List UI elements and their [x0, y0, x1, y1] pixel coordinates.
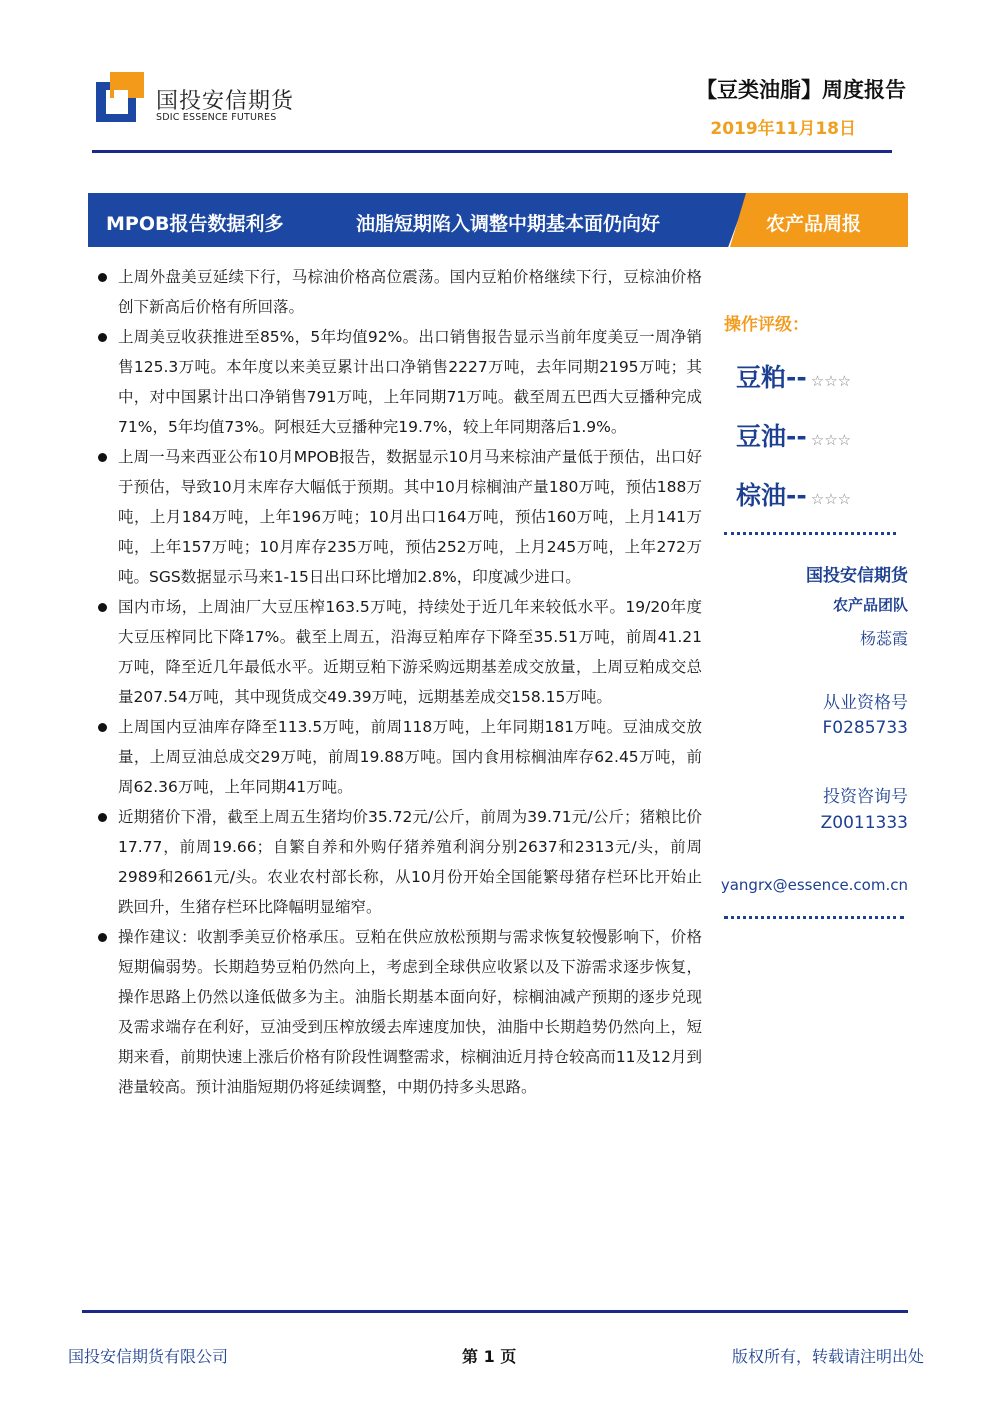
analyst-email[interactable]: yangrx@essence.com.cn: [720, 876, 908, 894]
bullet-text: 近期猪价下滑，截至上周五生猪均价35.72元/公斤，前周为39.71元/公斤；猪粮比价17.77，前周19.66；自繁自养和外购仔猪养殖利润分别2637和2313元/头，前周2989和2661元/头。农业农村部长称，从10月份开始全国能繁母猪存栏环比开始止跌回升，生猪存栏环比降幅明显缩窄。: [118, 808, 702, 916]
rating-name: 豆油--: [736, 422, 807, 451]
footer-company: 国投安信期货有限公司: [68, 1347, 229, 1366]
footer-copyright: 版权所有，转载请注明出处: [731, 1347, 924, 1366]
bullet-dot-icon: [98, 933, 107, 942]
rating-stars-icon: ☆☆☆: [810, 490, 852, 508]
banner-category: 农产品周报: [766, 213, 862, 235]
logo-name-cn: 国投安信期货: [156, 89, 295, 114]
bullet-dot-icon: [98, 333, 107, 342]
rating-stars-icon: ☆☆☆: [810, 431, 852, 449]
page-number: 第 1 页: [462, 1347, 517, 1366]
banner-main-title: 油脂短期陷入调整中期基本面仍向好: [356, 213, 661, 235]
bullet-item: [98, 322, 702, 442]
bullet-text: 上周一马来西亚公布10月MPOB报告，数据显示10月马来棕油产量低于预估，出口好于预估，导致10月末库存大幅低于预期。其中10月棕榈油产量180万吨，预估188万吨，上月184万吨，上年196万吨；10月出口164万吨，预估160万吨，上月141万吨，上年157万吨；10月库存235万吨，预估252万吨，上月245万吨，上年272万吨。SGS数据显示马来1-15日出口环比增加2.8%，印度减少进口。: [118, 448, 702, 586]
bullet-dot-icon: [98, 273, 107, 282]
sidebar-team: 农产品团队: [832, 596, 908, 614]
qualification-number: F0285733: [822, 718, 908, 738]
consulting-label: 投资咨询号: [823, 787, 908, 807]
bullet-item: [98, 712, 702, 802]
bullet-item: [98, 802, 702, 922]
bullet-text: 上周国内豆油库存降至113.5万吨，前周118万吨，上年同期181万吨。豆油成交放量，上周豆油总成交29万吨，前周19.88万吨。国内食用棕榈油库存62.45万吨，前周62.36万吨，上年同期41万吨。: [118, 718, 702, 796]
qualification-label: 从业资格号: [823, 693, 908, 713]
rating-stars-icon: ☆☆☆: [810, 372, 852, 390]
rating-label: 操作评级：: [724, 315, 809, 335]
footer-divider: [82, 1310, 908, 1313]
rating-palmoil: [736, 476, 851, 512]
consulting-number: Z0011333: [820, 813, 908, 833]
bullet-text: 上周美豆收获推进至85%，5年均值92%。出口销售报告显示当前年度美豆一周净销售125.3万吨。本年度以来美豆累计出口净销售2227万吨，去年同期2195万吨；其中，对中国累计出口净销售791万吨，上年同期71万吨。截至周五巴西大豆播种完成71%，5年均值73%。阿根廷大豆播种完19.7%，较上年同期落后1.9%。: [118, 328, 702, 436]
bullet-dot-icon: [98, 723, 107, 732]
analyst-name: 杨蕊霞: [859, 629, 908, 648]
banner-left-title: MPOB报告数据利多: [106, 213, 284, 235]
report-type-title: 【豆类油脂】周度报告: [696, 78, 906, 102]
rating-soymeal: [736, 358, 851, 394]
bullet-text: 上周外盘美豆延续下行，马棕油价格高位震荡。国内豆粕价格继续下行，豆棕油价格创下新高后价格有所回落。: [118, 268, 702, 316]
summary-bullet-list: [98, 262, 702, 1102]
bullet-item: [98, 922, 702, 1102]
bullet-item: [98, 592, 702, 712]
bullet-text: 国内市场，上周油厂大豆压榨163.5万吨，持续处于近几年来较低水平。19/20年度大豆压榨同比下降17%。截至上周五，沿海豆粕库存下降至35.51万吨，前周41.21万吨，降至近几年最低水平。近期豆粕下游采购远期基差成交放量，上周豆粕成交总量207.54万吨，其中现货成交49.39万吨，远期基差成交158.15万吨。: [118, 598, 702, 706]
report-date: 2019年11月18日: [710, 119, 856, 139]
bullet-item: [98, 262, 702, 322]
header-divider: [92, 150, 892, 153]
company-logo: [96, 72, 296, 132]
rating-soyoil: [736, 417, 851, 453]
bullet-dot-icon: [98, 603, 107, 612]
bullet-item: [98, 442, 702, 592]
sdic-logo-icon: [96, 72, 144, 124]
bullet-dot-icon: [98, 813, 107, 822]
sidebar-company: 国投安信期货: [806, 566, 908, 586]
rating-name: 棕油--: [736, 481, 807, 510]
sidebar-divider: [724, 916, 904, 919]
bullet-dot-icon: [98, 453, 107, 462]
rating-name: 豆粕--: [736, 363, 807, 392]
sidebar-divider: [724, 532, 896, 535]
bullet-text: 操作建议：收割季美豆价格承压。豆粕在供应放松预期与需求恢复较慢影响下，价格短期偏弱势。长期趋势豆粕仍然向上，考虑到全球供应收紧以及下游需求逐步恢复，操作思路上仍然以逢低做多为主。油脂长期基本面向好，棕榈油减产预期的逐步兑现及需求端存在利好，豆油受到压榨放缓去库速度加快，油脂中长期趋势仍然向上，短期来看，前期快速上涨后价格有阶段性调整需求，棕榈油近月持仓较高而11及12月到港量较高。预计油脂短期仍将延续调整，中期仍持多头思路。: [118, 928, 702, 1096]
logo-name-en: SDIC ESSENCE FUTURES: [156, 112, 277, 123]
